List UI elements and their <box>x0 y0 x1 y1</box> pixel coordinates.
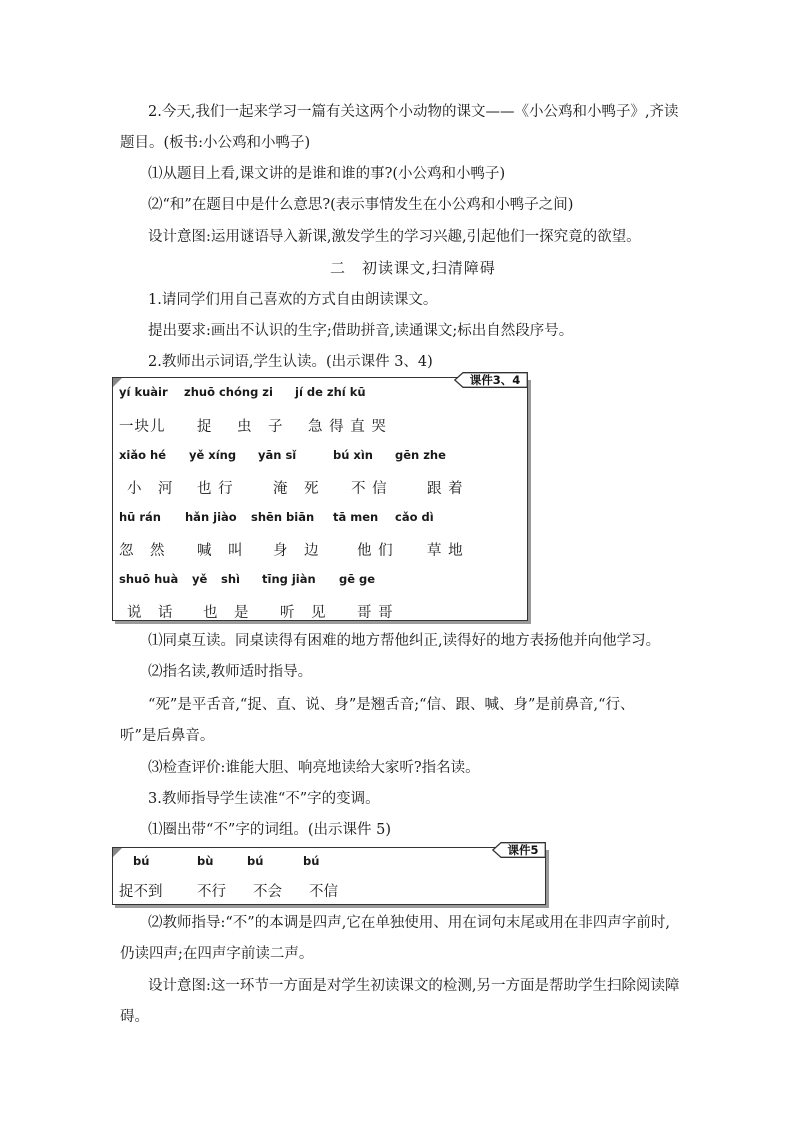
para-design-intent-2-line1: 设计意图:这一环节一方面是对学生初读课文的检测,另一方面是帮助学生扫除阅读障 <box>148 978 680 994</box>
para-question-2: ⑵“和”在题目中是什么意思?(表示事情发生在小公鸡和小鸭子之间) <box>148 197 574 213</box>
para-circle-words: ⑴圈出带“不”字的词组。(出示课件 5) <box>148 822 391 838</box>
pinyin: yí kuàir <box>119 385 168 399</box>
pinyin: yě <box>192 572 208 586</box>
word: 跟 着 <box>427 481 464 497</box>
para-teacher-guide-line1: ⑵教师指导:“不”的本调是四声,它在单独使用、用在词句末尾或用在非四声字前时, <box>148 915 670 931</box>
para-requirements: 提出要求:画出不认识的生字;借助拼音,读通课文;标出自然段序号。 <box>148 323 574 339</box>
courseware-box-3-4 <box>112 377 528 621</box>
tag-label: 课件3、4 <box>469 373 521 387</box>
courseware-tag-3-4 <box>454 372 528 388</box>
para-step-2: 2.教师出示词语,学生认读。(出示课件 3、4) <box>148 354 433 370</box>
para-step-3: 3.教师指导学生读准“不”字的变调。 <box>148 791 380 807</box>
pinyin: bú <box>247 854 264 868</box>
pinyin: bù <box>197 854 214 868</box>
pinyin: bú xìn <box>333 448 373 462</box>
word: 也 是 <box>203 605 250 621</box>
pinyin: cǎo dì <box>395 510 434 524</box>
word: 身 边 <box>273 543 320 559</box>
para-named-reading: ⑵指名读,教师适时指导。 <box>148 664 313 680</box>
para-evaluation: ⑶检查评价:谁能大胆、响亮地读给大家听?指名读。 <box>148 760 480 776</box>
word: 听 见 <box>280 605 327 621</box>
tag-label: 课件5 <box>507 843 539 857</box>
pinyin: shuō huà <box>119 572 179 586</box>
para-pronunciation-line2: 听”是后鼻音。 <box>120 728 215 744</box>
pinyin: hū rán <box>119 510 161 524</box>
pinyin: bú <box>133 854 150 868</box>
word: 草 地 <box>427 543 464 559</box>
word: 忽 然 <box>119 543 166 559</box>
pinyin: gē ge <box>339 572 376 586</box>
para-pronunciation-line1: “死”是平舌音,“捉、直、说、身”是翘舌音;“信、跟、喊、身”是前鼻音,“行、 <box>148 697 635 713</box>
word: 他 们 <box>357 543 394 559</box>
pinyin: shēn biān <box>251 510 315 524</box>
pinyin: tā men <box>333 510 379 524</box>
word: 小 河 <box>127 481 174 497</box>
section-heading: 二 初读课文,扫清障碍 <box>330 259 496 277</box>
para-intro-line1: 2.今天,我们一起来学习一篇有关这两个小动物的课文——《小公鸡和小鸭子》,齐读 <box>148 104 679 120</box>
word: 不信 <box>309 884 338 900</box>
word: 捉 <box>197 419 213 435</box>
pinyin: gēn zhe <box>395 448 446 462</box>
para-intro-line2: 题目。(板书:小公鸡和小鸭子) <box>120 135 311 151</box>
word: 淹 死 <box>273 481 320 497</box>
pinyin: hǎn jiào <box>185 510 237 524</box>
para-design-intent-1: 设计意图:运用谜语导入新课,激发学生的学习兴趣,引起他们一探究竟的欲望。 <box>148 229 641 245</box>
para-question-1: ⑴从题目上看,课文讲的是谁和谁的事?(小公鸡和小鸭子) <box>148 166 506 182</box>
pinyin: tīng jiàn <box>262 572 316 586</box>
para-teacher-guide-line2: 仍读四声;在四声字前读二声。 <box>120 946 314 962</box>
word: 虫 子 <box>237 419 284 435</box>
pinyin: zhuō chóng zi <box>184 385 273 399</box>
word: 不会 <box>253 884 282 900</box>
pinyin: shì <box>221 572 240 586</box>
word: 急 得 直 哭 <box>308 419 387 435</box>
word: 喊 叫 <box>197 543 244 559</box>
word: 一块儿 <box>119 419 166 435</box>
word: 说 话 <box>127 605 174 621</box>
pinyin: xiǎo hé <box>119 448 167 462</box>
word: 也 行 <box>197 481 234 497</box>
pinyin: yě xíng <box>189 448 237 462</box>
courseware-tag-5 <box>492 842 546 858</box>
para-step-1: 1.请同学们用自己喜欢的方式自由朗读课文。 <box>148 292 438 308</box>
word: 不行 <box>197 884 226 900</box>
para-design-intent-2-line2: 碍。 <box>120 1009 149 1025</box>
pinyin: yān sǐ <box>258 448 297 462</box>
word: 捉不到 <box>119 884 163 900</box>
para-pair-reading: ⑴同桌互读。同桌读得有困难的地方帮他纠正,读得好的地方表扬他并向他学习。 <box>148 633 661 649</box>
pinyin: bú <box>303 854 320 868</box>
word: 不 信 <box>351 481 388 497</box>
box-corner-mark <box>113 848 122 857</box>
word: 哥 哥 <box>357 605 394 621</box>
courseware-box-5 <box>112 847 546 905</box>
pinyin: jí de zhí kū <box>295 385 366 399</box>
